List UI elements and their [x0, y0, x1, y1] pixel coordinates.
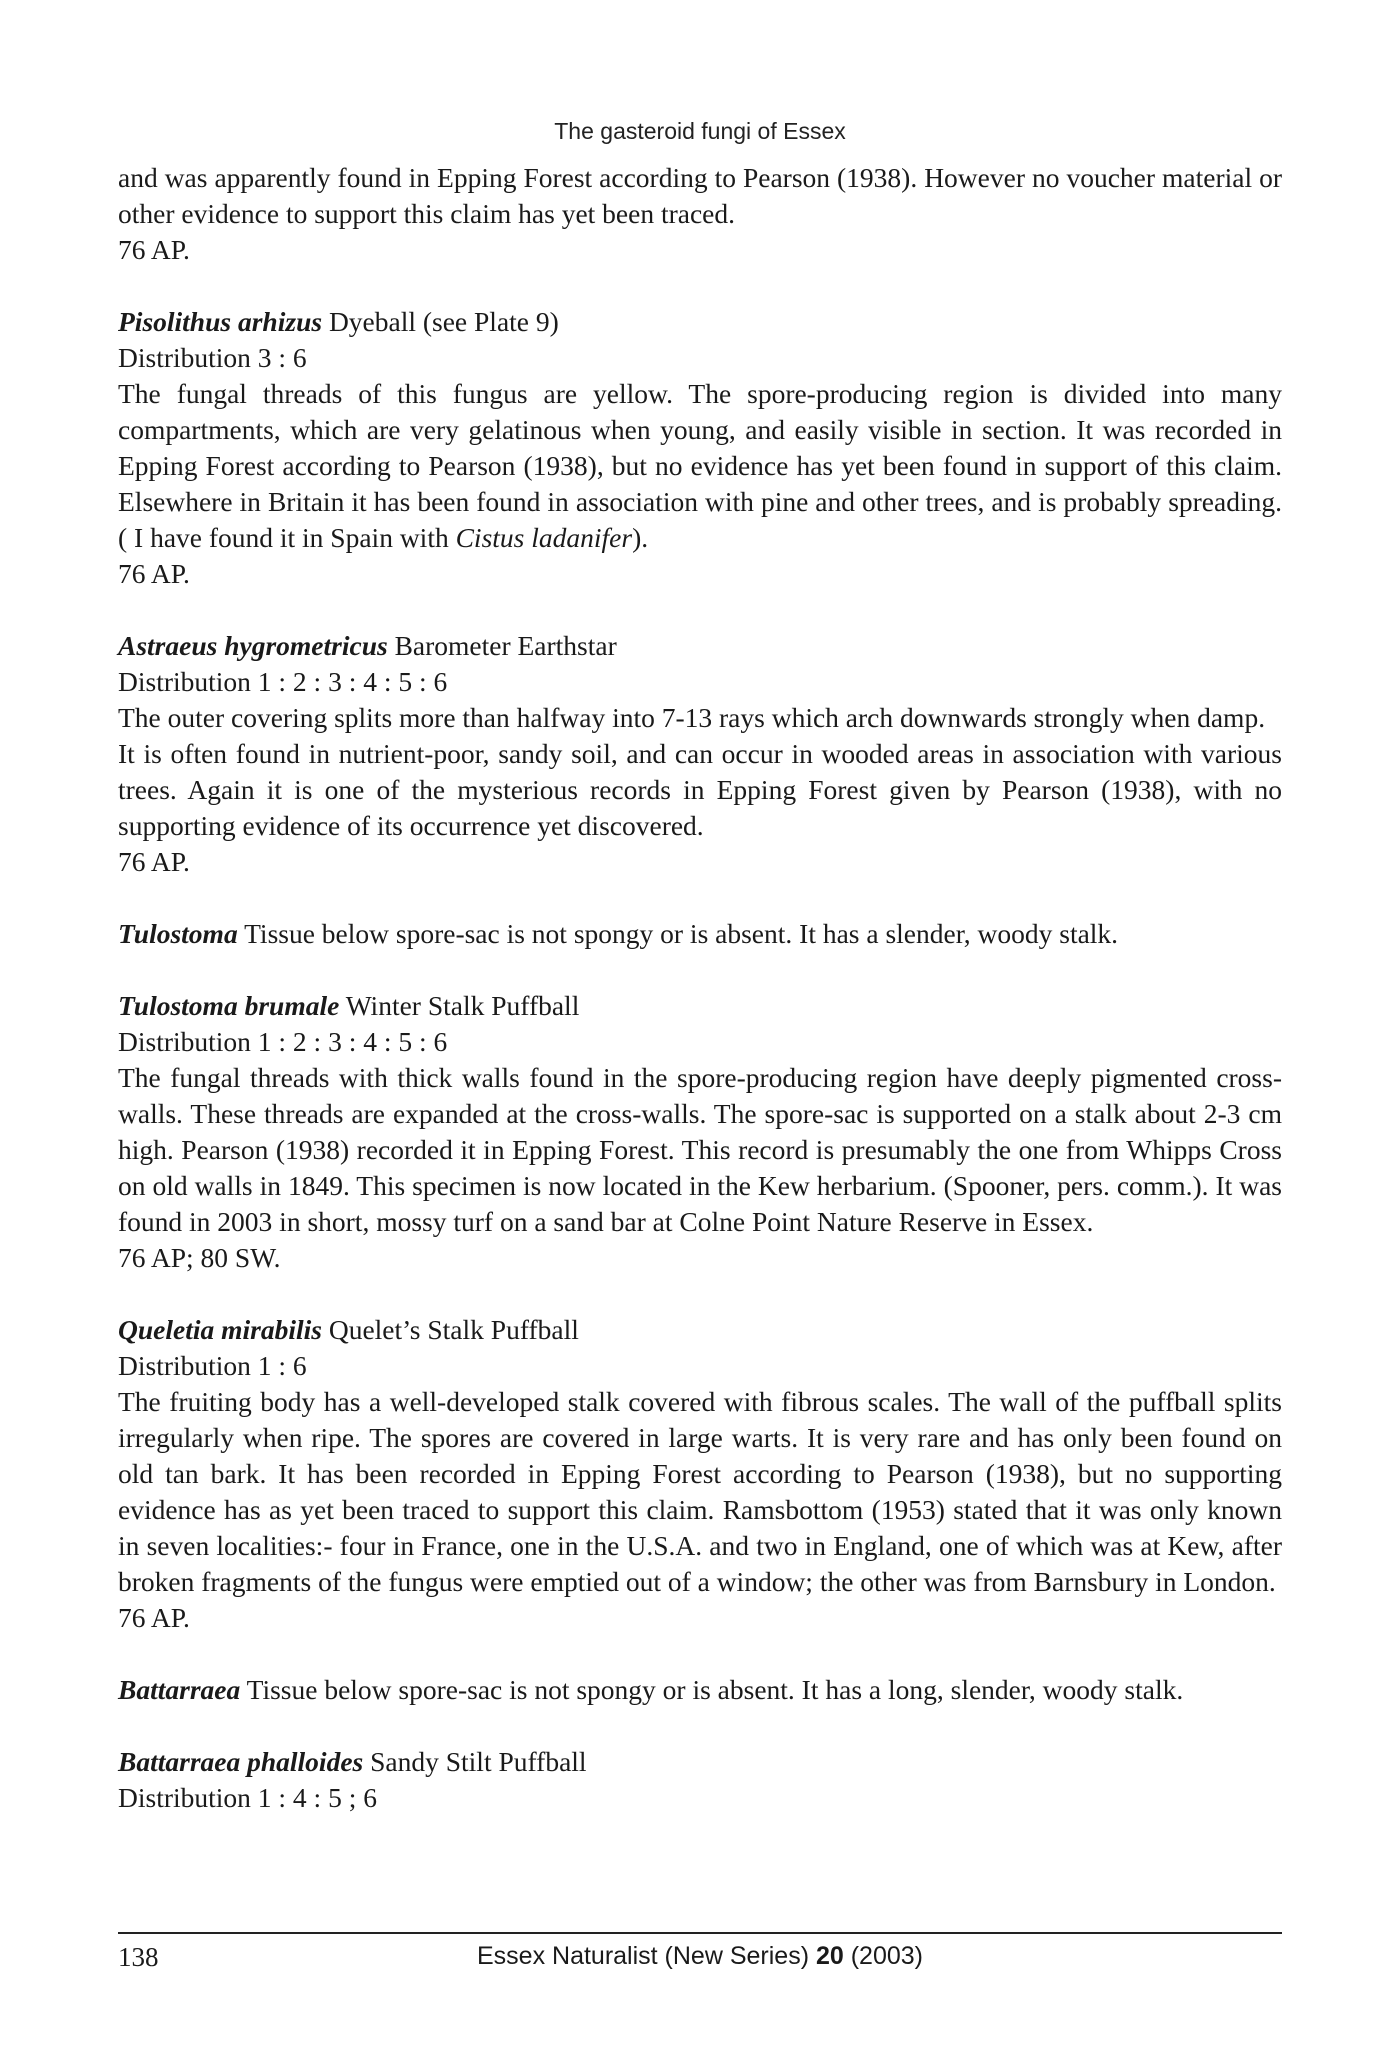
page-number: 138: [118, 1942, 159, 1972]
journal-year: (2003): [850, 1942, 923, 1970]
cistus-name: Cistus ladanifer: [455, 522, 633, 553]
intro-paragraph: and was apparently found in Epping Forest according to Pearson (1938). However no voucher material or other evidence to support this claim has yet been traced.: [118, 162, 1282, 229]
journal-volume: 20: [815, 1942, 844, 1970]
astraeus-description-1: The outer covering splits more than halfway into 7-13 rays which arch downwards strongly when damp.: [118, 702, 1266, 733]
body-text: [118, 160, 1282, 1816]
astraeus-common-name: Barometer Earthstar: [394, 630, 617, 661]
queletia-common-name: Quelet’s Stalk Puffball: [328, 1314, 579, 1345]
queletia-description: The fruiting body has a well-developed stalk covered with fibrous scales. The wall of the puffball splits irregularly when ripe. The spores are covered in large warts. It is very rare and has only been found on old tan bark. It has been recorded in Epping Forest according to Pearson (1938), but no supporting evidence has as yet been traced to support this claim. Ramsbottom (1953) stated that it was only known in seven localities:- four in France, one in the U.S.A. and two in England, one of which was at Kew, after broken fragments of the fungus were emptied out of a window; the other was from Barnsbury in London.: [118, 1386, 1282, 1597]
battarraea-phalloides-distribution: Distribution 1 : 4 : 5 ; 6: [118, 1782, 377, 1813]
pisolithus-distribution: Distribution 3 : 6: [118, 342, 307, 373]
pisolithus-description: The fungal threads of this fungus are yellow. The spore-producing region is divided into many compartments, which are very gelatinous when young, and easily visible in section. It was recorded in Epping Forest according to Pearson (1938), but no evidence has yet been found in support of this claim. Elsewhere in Britain it has been found in association with pine and other trees, and is probably spreading. ( I have found it in Spain with Cistus ladanifer).: [118, 378, 1282, 553]
tulostoma-genus-name: Tulostoma: [118, 918, 238, 949]
queletia-latin-name: Queletia mirabilis: [118, 1314, 322, 1345]
running-title: The gasteroid fungi of Essex: [554, 118, 846, 144]
battarraea-genus-name: Battarraea: [118, 1674, 241, 1705]
astraeus-description-2: It is often found in nutrient-poor, sandy soil, and can occur in wooded areas in association with various trees. Again it is one of the mysterious records in Epping Forest given by Pearson (1938), with no supporting evidence of its occurrence yet discovered.: [118, 738, 1282, 841]
journal-citation: [118, 1942, 1282, 1971]
queletia-distribution: Distribution 1 : 6: [118, 1350, 307, 1381]
battarraea-genus-entry: [118, 1672, 1282, 1708]
footer-rule: [118, 1932, 1282, 1934]
astraeus-distribution: Distribution 1 : 2 : 3 : 4 : 5 : 6: [118, 666, 448, 697]
pisolithus-reference: 76 AP.: [118, 558, 190, 589]
queletia-heading: [118, 1312, 1282, 1348]
astraeus-heading: [118, 628, 1282, 664]
battarraea-genus-description: Tissue below spore-sac is not spongy or is absent. It has a long, slender, woody stalk.: [246, 1674, 1184, 1705]
tulostoma-brumale-reference: 76 AP; 80 SW.: [118, 1242, 281, 1273]
tulostoma-brumale-distribution: Distribution 1 : 2 : 3 : 4 : 5 : 6: [118, 1026, 448, 1057]
pisolithus-common-name: Dyeball (see Plate 9): [328, 306, 559, 337]
journal-name: Essex Naturalist (New Series): [476, 1942, 810, 1970]
tulostoma-genus-entry: [118, 916, 1282, 952]
battarraea-phalloides-heading: [118, 1744, 1282, 1780]
tulostoma-genus-description: Tissue below spore-sac is not spongy or is absent. It has a slender, woody stalk.: [244, 918, 1119, 949]
queletia-reference: 76 AP.: [118, 1602, 190, 1633]
pisolithus-heading: [118, 304, 1282, 340]
astraeus-reference: 76 AP.: [118, 846, 190, 877]
tulostoma-brumale-description: The fungal threads with thick walls found in the spore-producing region have deeply pigmented cross-walls. These threads are expanded at the cross-walls. The spore-sac is supported on a stalk about 2-3 cm high. Pearson (1938) recorded it in Epping Forest. This record is presumably the one from Whipps Cross on old walls in 1849. This specimen is now located in the Kew herbarium. (Spooner, pers. comm.). It was found in 2003 in short, mossy turf on a sand bar at Colne Point Nature Reserve in Essex.: [118, 1062, 1282, 1237]
tulostoma-brumale-common-name: Winter Stalk Puffball: [345, 990, 580, 1021]
intro-reference: 76 AP.: [118, 234, 190, 265]
page-footer: [118, 1942, 1282, 1978]
battarraea-phalloides-common-name: Sandy Stilt Puffball: [370, 1746, 587, 1777]
astraeus-latin-name: Astraeus hygrometricus: [118, 630, 388, 661]
tulostoma-brumale-latin-name: Tulostoma brumale: [118, 990, 340, 1021]
pisolithus-latin-name: Pisolithus arhizus: [118, 306, 323, 337]
battarraea-phalloides-latin-name: Battarraea phalloides: [118, 1746, 364, 1777]
tulostoma-brumale-heading: [118, 988, 1282, 1024]
